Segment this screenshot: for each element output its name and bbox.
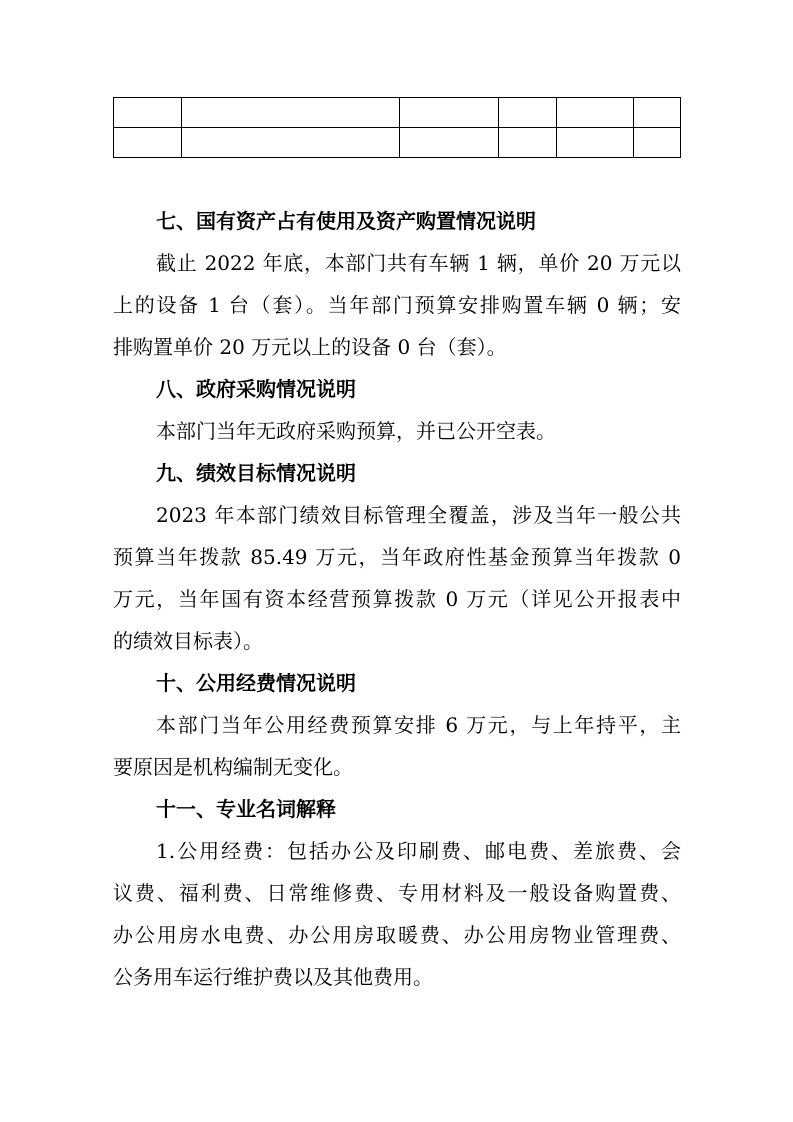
paragraph-line: 办公用房水电费、办公用房取暖费、办公用房物业管理费、 — [113, 923, 681, 947]
table-cell — [400, 98, 499, 128]
table-cell — [499, 98, 557, 128]
paragraph-line: 截止 2022 年底，本部门共有车辆 1 辆，单价 20 万元以 — [156, 251, 681, 275]
table-row — [114, 128, 681, 158]
paragraph-line: 上的设备 1 台（套）。当年部门预算安排购置车辆 0 辆；安 — [113, 293, 681, 317]
table-cell — [634, 98, 681, 128]
section-heading-performance: 九、绩效目标情况说明 — [156, 461, 356, 485]
section-heading-glossary: 十一、专业名词解释 — [156, 797, 336, 821]
table-cell — [182, 128, 400, 158]
paragraph-line: 预算当年拨款 85.49 万元，当年政府性基金预算当年拨款 0 — [113, 545, 681, 569]
table-cell — [114, 98, 182, 128]
section-heading-public-expenses: 十、公用经费情况说明 — [156, 671, 356, 695]
paragraph-line: 议费、福利费、日常维修费、专用材料及一般设备购置费、 — [113, 881, 681, 905]
table-cell — [557, 98, 634, 128]
paragraph-line: 本部门当年无政府采购预算，并已公开空表。 — [156, 419, 556, 443]
paragraph-line: 要原因是机构编制无变化。 — [113, 755, 353, 779]
table-cell — [114, 128, 182, 158]
paragraph-line: 公务用车运行维护费以及其他费用。 — [113, 965, 433, 989]
paragraph-line: 本部门当年公用经费预算安排 6 万元，与上年持平，主 — [156, 713, 681, 737]
table-row — [114, 98, 681, 128]
table-cell — [634, 128, 681, 158]
paragraph-line: 的绩效目标表）。 — [113, 629, 263, 653]
table-cell — [499, 128, 557, 158]
table-cell — [557, 128, 634, 158]
paragraph-line: 排购置单价 20 万元以上的设备 0 台（套）。 — [113, 335, 507, 359]
paragraph-line: 2023 年本部门绩效目标管理全覆盖，涉及当年一般公共 — [156, 503, 681, 527]
section-heading-procurement: 八、政府采购情况说明 — [156, 377, 356, 401]
paragraph-line: 1.公用经费：包括办公及印刷费、邮电费、差旅费、会 — [156, 839, 681, 863]
section-heading-assets: 七、国有资产占有使用及资产购置情况说明 — [156, 209, 536, 233]
table-cell — [182, 98, 400, 128]
data-table — [113, 97, 681, 158]
paragraph-line: 万元，当年国有资本经营预算拨款 0 万元（详见公开报表中 — [113, 587, 681, 611]
document-body — [113, 200, 681, 998]
table-cell — [400, 128, 499, 158]
